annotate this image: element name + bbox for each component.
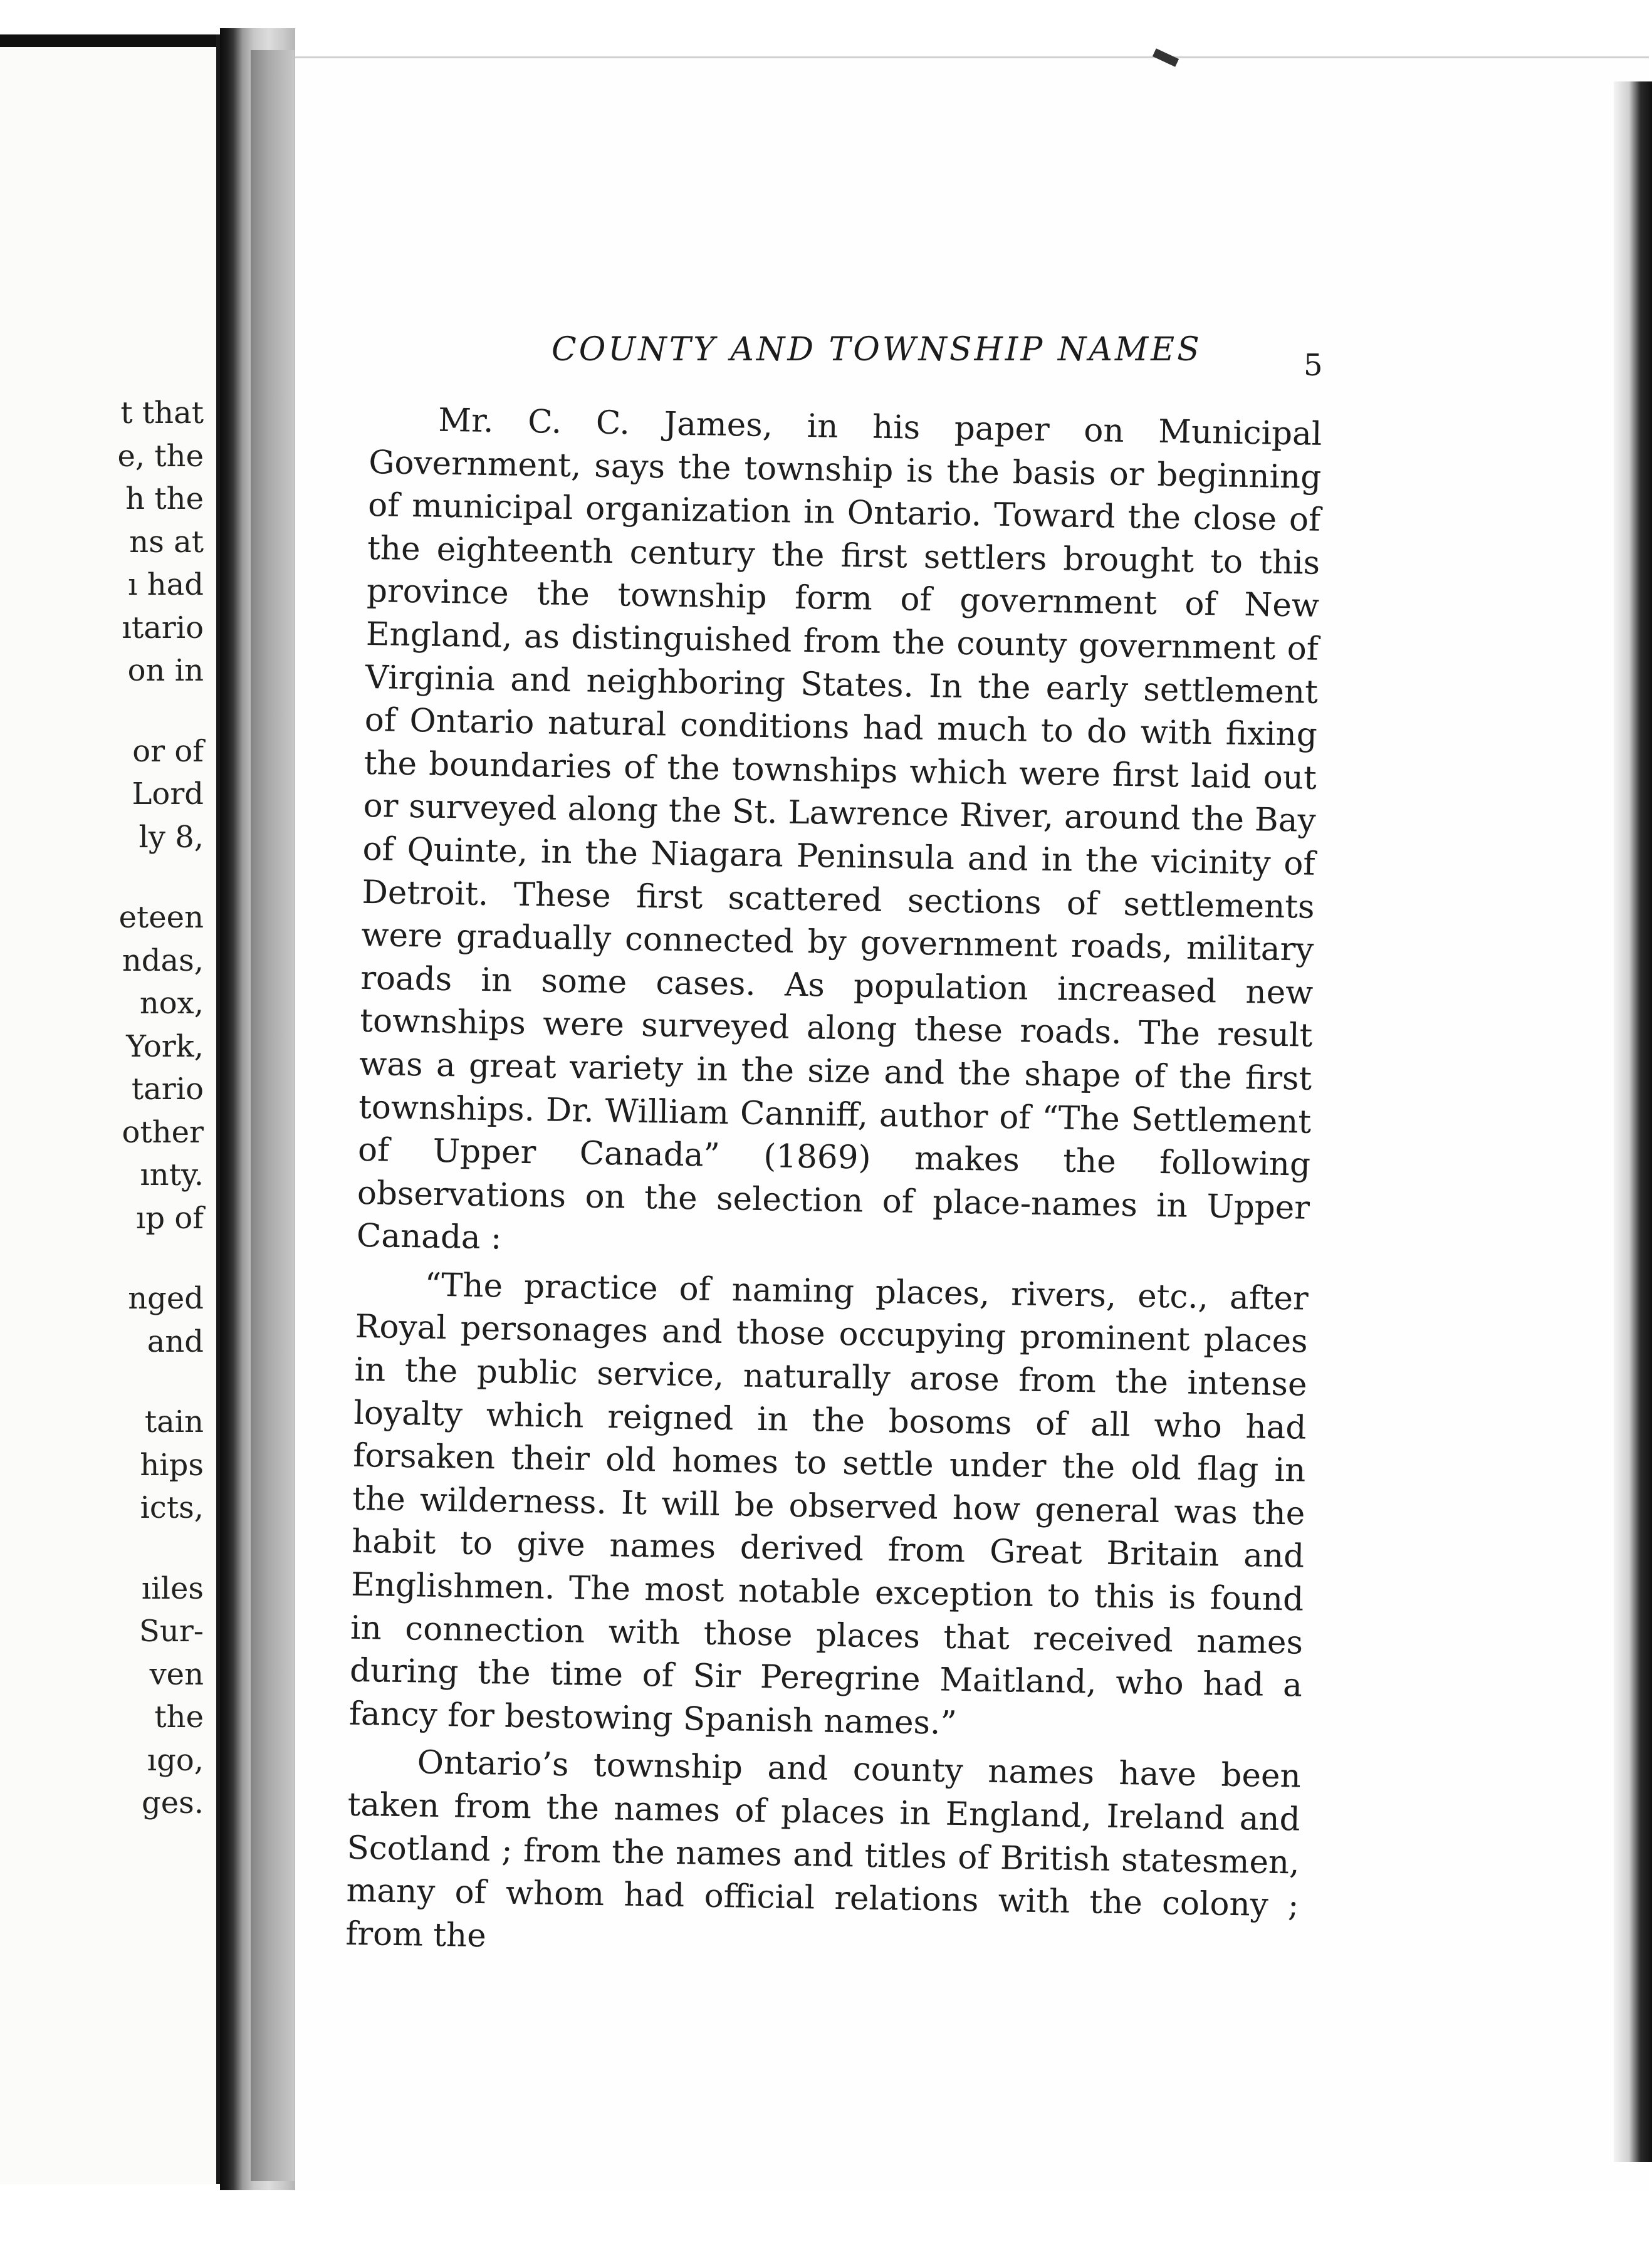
left-page-line: tario bbox=[131, 1072, 204, 1107]
left-page-line: icts, bbox=[140, 1490, 204, 1525]
gutter-shadow bbox=[251, 50, 295, 2181]
left-page-line: h the bbox=[125, 481, 204, 516]
left-page-line: t that bbox=[120, 395, 204, 431]
left-page-line: ven bbox=[149, 1656, 204, 1692]
left-page-line: e, the bbox=[117, 438, 204, 474]
body-text bbox=[345, 398, 1322, 1970]
left-page-line: hips bbox=[140, 1447, 204, 1483]
left-page-line: ges. bbox=[141, 1785, 204, 1820]
left-page-line: ıtario bbox=[122, 610, 204, 645]
left-page-line: ı had bbox=[128, 567, 204, 602]
running-head: COUNTY AND TOWNSHIP NAMES bbox=[552, 331, 1202, 368]
left-page bbox=[0, 34, 220, 2184]
paragraph-1: Mr. C. C. James, in his paper on Municipal Government, says the township is the basis or beginning of municipal organization in Ontario. Toward the close of the eighteenth century the first settlers brought to this province the township form of government of New England, as distinguished from the county government of Virginia and neighboring States. In the early settlement of Ontario natural conditions had much to do with fixing the boundaries of the townships which were first laid out or surveyed along the St. Lawrence River, around the Bay of Quinte, in the Niagara Peninsula and in the vicinity of Detroit. These first scattered sections of settlements were gradually connected by government roads, military roads in some cases. As population increased new townships were surveyed along these roads. The result was a great variety in the size and the shape of the first townships. Dr. William Canniff, author of “The Settlement of Upper Canada” (1869) makes the following observations on the selection of place-names in Upper Canada : bbox=[356, 401, 1322, 1257]
page-number: 5 bbox=[1304, 348, 1323, 383]
right-page-edge bbox=[1614, 81, 1652, 2162]
left-page-line: Lord bbox=[132, 776, 204, 812]
left-page-line: ıp of bbox=[136, 1200, 204, 1236]
left-page-line: tain bbox=[144, 1404, 204, 1439]
paragraph-2: “The practice of naming places, rivers, etc., after Royal personages and those occupying prominent places in the public service, naturally arose from the intense loyalty which reigned in the bosoms of all who had forsaken their old homes to settle under the old flag in the wilderness. It will be observed how general was the habit to give names derived from Great Britain and Englishmen. The most notable exception to this is found in connection with those places that received names during the time of Sir Peregrine Maitland, who had a fancy for bestowing Spanish names.” bbox=[348, 1266, 1309, 1742]
left-page-line: nged bbox=[128, 1281, 204, 1316]
left-page-line: Sur- bbox=[139, 1614, 204, 1649]
left-page-line: the bbox=[154, 1700, 204, 1735]
left-page-line: ıiles bbox=[141, 1570, 204, 1606]
scan-bottom-margin bbox=[0, 2190, 1652, 2251]
left-page-line: nox, bbox=[139, 986, 204, 1021]
left-page-line: York, bbox=[126, 1028, 204, 1064]
left-page-line: ns at bbox=[129, 524, 204, 560]
left-page-line: on in bbox=[127, 653, 204, 688]
left-page-line: and bbox=[147, 1324, 204, 1359]
left-page-line: ınty. bbox=[140, 1157, 204, 1193]
left-page-line: ndas, bbox=[122, 943, 204, 978]
left-page-line: other bbox=[122, 1114, 204, 1150]
left-page-line: ly 8, bbox=[139, 819, 204, 855]
left-page-line: eteen bbox=[118, 900, 204, 935]
left-page-line: or of bbox=[132, 733, 204, 769]
left-page-line: ıgo, bbox=[147, 1742, 204, 1778]
paragraph-3: Ontario’s township and county names have been taken from the names of places in England, Ireland and Scotland ; from the names and titles of British statesmen, many of whom had official relations with the colony ; from the bbox=[345, 1743, 1302, 1955]
left-page-top-edge bbox=[0, 34, 216, 47]
